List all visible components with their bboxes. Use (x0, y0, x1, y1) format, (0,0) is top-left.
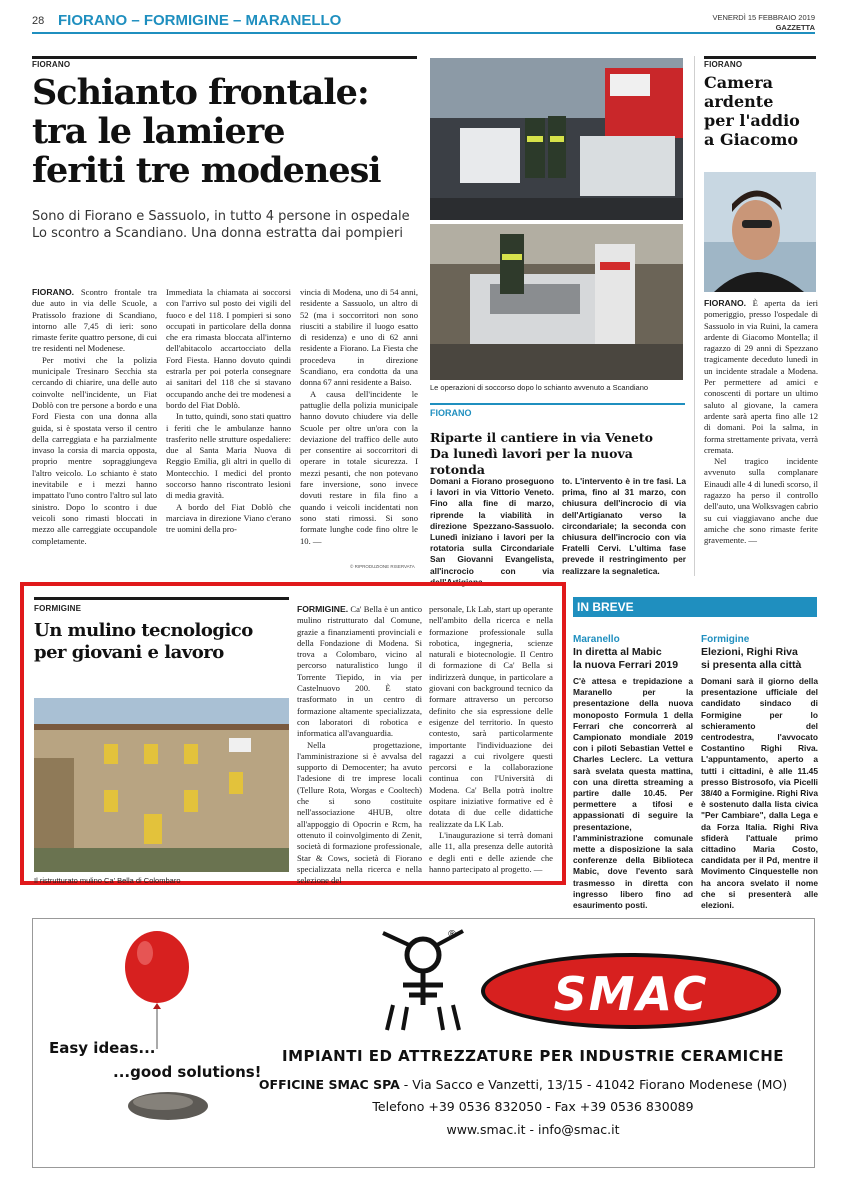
stone-icon (123, 1084, 213, 1124)
robot-scorpion-icon (373, 925, 473, 1035)
smac-ad[interactable] (32, 918, 815, 1168)
breve-1-headline (573, 646, 695, 672)
main-subhead-line-2: Lo scontro a Scandiano. Una donna estratta dai pompieri (32, 226, 403, 241)
mulino-col2-p2: L'inaugurazione si terrà domani alle 11, alla presenza delle autorità e degli enti e delle aziende che hanno partecipato al progetto. — (429, 829, 553, 874)
ad-phone: Telefono +39 0536 832050 - Fax +39 0536 830089 (372, 1099, 694, 1114)
balloon-icon (117, 929, 197, 1049)
cantiere-col-1: Domani a Fiorano proseguono i lavori in via Vittorio Veneto. Fino alla fine di marzo, riprende la viabilità in direzione Spezzano-Sassuolo. Lunedì iniziano i lavori per la rotatoria sulla Circondariale San Giovanni Evangelista, all'incrocio con via dell'Artigiana- (430, 476, 554, 587)
camera-headline (704, 73, 819, 149)
camera-body-p2: Nel tragico incidente avvenuto sulla complanare Einaudi alle 4 di lunedì scorso, il ragazzo ha perso il controllo dell'auto, una Wolksvagen cabrio su cui viaggiavano anche due amiche che sono rimaste ferite gravemente. — (704, 456, 818, 546)
smac-logo (481, 953, 781, 1029)
main-headline (32, 73, 427, 190)
page-header (32, 12, 815, 34)
breve-1-body: C'è attesa e trepidazione a Maranello per la presentazione della nuova monoposto Formula 1 della Ferrari che concorrerà al Campionato mondiale 2019 con i piloti Sebastian Vettel e Charles Leclerc. La vettura sarà svelata questa mattina, con una diretta streaming a partire dalle 10.45. Per permettere a tifosi e appassionati di seguire la presentazione, l'amministrazione comunale mette a disposizione la sala conferenze della Biblioteca Mabic, dove l'evento sarà trasmesso in diretta con ingresso libero fino ad esaurimento posti. (573, 676, 693, 911)
camera-headline-line-1: Camera (704, 73, 774, 92)
right-column-divider (694, 56, 695, 576)
main-col2-p3: A bordo del Fiat Doblò che marciava in direzione Viano c'erano tre uomini della pro- (166, 501, 291, 535)
ad-address: - Via Sacco e Vanzetti, 13/15 - 41042 Fiorano Modenese (MO) (399, 1077, 788, 1092)
mulino-kicker: FORMIGINE (34, 604, 82, 613)
mulino-col-2 (429, 604, 553, 876)
main-subhead (32, 208, 427, 242)
cantiere-headline-line-2: Da lunedì lavori per la nuova rotonda (430, 446, 633, 477)
mulino-col1-p1: Ca' Bella è un antico mulino ristrutturato dal Comune, grazie a finanziamenti provinciali e della Fondazione di Modena. Si trova a Colombaro, vicino al percorso naturalistico lungo il Torrente Tiepido, in via per Castelnuovo 200. È stato trasformato in un centro di formazione altamente specializzata, con laboratori di robotica e informatica all'avanguardia. (297, 604, 423, 739)
camera-headline-line-2: ardente (704, 92, 774, 111)
breve-1-place: Maranello (573, 634, 620, 645)
camera-headline-line-3: per l'addio (704, 111, 800, 130)
crash-photo-caption: Le operazioni di soccorso dopo lo schianto avvenuto a Scandiano (430, 383, 649, 392)
cantiere-headline-line-1: Riparte il cantiere in via Veneto (430, 430, 653, 445)
camera-headline-line-4: a Giacomo (704, 130, 799, 149)
mulino-headline (34, 620, 299, 664)
ad-registered: ® (447, 929, 457, 940)
page-number: 28 (32, 15, 45, 27)
crash-photo-top (430, 58, 683, 220)
main-col3-p2: A causa dell'incidente le pattuglie della polizia municipale hanno dovuto chiudere via delle Scuole per oltre un'ora con la deviazione del traffico delle auto per consentire ai soccorritori di operare in totale sicurezza. I mezzi pesanti, che non potevano fare inversione, sono invece dovuti restare in fila fino a quando i veicoli incidentati non sono stati rimossi. Si sono formate lunghe code fino oltre le 10. — (300, 388, 418, 546)
mulino-lead-word: FORMIGINE. (297, 604, 349, 614)
mulino-photo-caption: Il ristrutturato mulino Ca' Bella di Colombaro (34, 876, 181, 885)
camera-kicker: FIORANO (704, 60, 743, 69)
smac-logo-text: SMAC (553, 967, 709, 1021)
main-col3-p1: vincia di Modena, uno di 54 anni, residente a Sassuolo, un altro di 52 (ma i soccorritori non sono riusciti a stabilire il luogo esatto di residenza) e uno di 62 anni residente a Fiorano. La Fiesta che procedeva in direzione Scandiano, era condotta da una donna 67 anni residente a Baiso. (300, 287, 418, 388)
main-headline-line-3: feriti tre modenesi (32, 150, 381, 191)
header-paper: GAZZETTA (775, 23, 815, 32)
ad-web[interactable]: www.smac.it - info@smac.it (446, 1122, 620, 1137)
main-lead-word: FIORANO. (32, 287, 75, 297)
cantiere-kicker: FIORANO (430, 408, 472, 418)
cantiere-headline (430, 430, 690, 478)
main-subhead-line-1: Sono di Fiorano e Sassuolo, in tutto 4 persone in ospedale (32, 209, 410, 224)
camera-body-p1: È aperta da ieri pomeriggio, presso l'ospedale di Sassuolo in via Ruini, la camera ardente di Giacomo Montella; il ragazzo di 29 anni di Spezzano tragicamente deceduto lunedì in un incidente stradale a Modena. Per permettere ad amici e conoscenti di portare un ultimo saluto al giovane, la camera ardente sarà aperta fino alle 12 di domani. Poi la salma, in forma strettamente privata, verrà cremata. (704, 298, 818, 455)
camera-body (704, 298, 818, 573)
camera-rule (704, 56, 816, 59)
main-credit: © RIPRODUZIONE RISERVATA (350, 564, 415, 569)
mulino-col2-p1: personale, Lk Lab, start up operante nell'ambito della ricerca e nella formazione professionale sulla robotica, ingegneria, scienze naturali e biotecnologie. Il Centro di formazione di Ca' Bella si indirizzerà dunque, in particolare a giovani con background tecnico da formare attraverso un percorso definito che sia espressione delle esigenze del territorio. In questo contesto, sarà particolarmente importante l'individuazione dei ragazzi a cui rivolgere questi percorsi e la collaborazione continua con l'Università di Modena. Ca' Bella potrà inoltre ospitare iniziative formative ed è dotata di due celle didattiche realizzate da LK Lab. (429, 604, 553, 829)
breve-2-body: Domani sarà il giorno della presentazione ufficiale del candidato sindaco di Formigine per lo schieramento del centrodestra, l'avvocato Costantino Righi Riva. L'appuntamento, aperto a tutti i cittadini, è alle 11.45 presso Bistrosofo, via Picelli 38/40 a Formigine. Righi Riva è sostenuto dalla lista civica "Per Cambiare", dalla Lega e da Forza Italia. Righi Riva sfiderà l'attuale primo cittadino Maria Costo, candidata per il Pd, mentre il Movimento Cinquestelle non ha ancora svelato il nome che si presenterà alle elezioni. (701, 676, 818, 911)
mulino-rule (34, 597, 289, 600)
in-breve-box (573, 597, 817, 617)
ad-slogan-2: ...good solutions! (113, 1063, 262, 1081)
giacomo-portrait (704, 172, 816, 292)
cantiere-rule (430, 403, 685, 405)
ad-address-line (233, 1077, 813, 1092)
breve-2-headline (701, 646, 819, 672)
section-title: FIORANO – FORMIGINE – MARANELLO (58, 12, 342, 29)
main-story-rule (32, 56, 417, 59)
main-col-2 (166, 287, 291, 572)
breve-2-headline-line-2: si presenta alla città (701, 659, 802, 671)
breve-2-headline-line-1: Elezioni, Righi Riva (701, 646, 798, 658)
mulino-photo (34, 698, 289, 872)
main-headline-line-1: Schianto frontale: (32, 72, 369, 113)
ad-company: OFFICINE SMAC SPA (258, 1077, 400, 1092)
main-col1-p2: Per motivi che la polizia municipale Tresinaro Secchia sta cercando di chiarire, una delle auto coinvolte nell'incidente, un Fiat Doblò con tre persone a bordo e una Ford Fiesta con una donna alla guida, si è spostata verso il centro della carreggiata e ha parzialmente invaso la corsia di marcia opposta, proprio mentre sopraggiungeva l'altro veicolo. Lo schianto è stato inevitabile e i mezzi hanno impattato l'uno contro l'altro sul lato sinistro. Dopo lo scontro i due veicoli sono rimasti bloccati in mezzo alle carreggiate occupandole completamente. (32, 354, 157, 546)
header-date: VENERDÌ 15 FEBBRAIO 2019 (712, 13, 815, 22)
main-col2-p1: Immediata la chiamata ai soccorsi con l'arrivo sul posto dei vigili del fuoco e del 118. I pompieri si sono occupati in particolare della donna che era rimasta bloccata all'interno dell'abitacolo accartocciato della Ford Fiesta. Hanno dovuto quindi estrarla per poi poterla consegnare ai sanitari del 118 che si stavano occupando anche dei tre modenesi a bordo del Fiat Doblò. (166, 287, 291, 410)
crash-photo-bottom (430, 224, 683, 380)
breve-1-headline-line-2: la nuova Ferrari 2019 (573, 659, 679, 671)
breve-1-headline-line-1: In diretta al Mabic (573, 646, 662, 658)
main-col-3 (300, 287, 418, 562)
mulino-col-1 (297, 604, 423, 886)
mulino-headline-line-2: per giovani e lavoro (34, 642, 224, 663)
breve-2-place: Formigine (701, 634, 750, 645)
in-breve-title: IN BREVE (577, 600, 634, 614)
main-story-kicker: FIORANO (32, 60, 71, 69)
camera-lead-word: FIORANO. (704, 298, 747, 308)
mulino-headline-line-1: Un mulino tecnologico (34, 620, 253, 641)
main-col2-p2: In tutto, quindi, sono stati quattro i feriti che le ambulanze hanno trasferito nelle strutture ospedaliere: due al Santa Maria Nuova di Reggio Emilia, gli altri in quello di Montecchio. I medici del pronto soccorso hanno riscontrato lesioni di media gravità. (166, 411, 291, 501)
main-headline-line-2: tra le lamiere (32, 111, 285, 152)
cantiere-col-2: to. L'intervento è in tre fasi. La prima, fino al 31 marzo, con chiusura dell'incrocio di via dell'Artigianato verso la circondariale; la seconda con chiusura dell'incrocio con via Fratelli Cervi. L'ultima fase prevede il restringimento per realizzare la segnaletica. (562, 476, 686, 576)
mulino-col1-p2: Nella progettazione, l'amministrazione si è avvalsa del supporto di Democenter; ha avuto l'adesione di tre imprese locali (Tellure Rota, Worgas e Cooltech) che si sono costituite nell'associazione 4HUB, oltre all'appoggio di Opocrin e Rcm, ha ottenuto il coinvolgimento di Zenit, società di formazione professionale, Star & Cows, società di Fiorano specializzata nella ricerca e nella selezione del (297, 739, 422, 886)
main-col1-p1: Scontro frontale tra due auto in via delle Scuole, a Pratissolo frazione di Scandiano, intorno alle 7,45 di ieri: sono rimaste ferite quattro persone, di cui tre residenti nel Modenese. (32, 287, 157, 354)
main-col-1 (32, 287, 157, 572)
ad-slogan-1: Easy ideas... (49, 1039, 156, 1057)
ad-tagline: IMPIANTI ED ATTREZZATURE PER INDUSTRIE CERAMICHE (281, 1047, 785, 1065)
